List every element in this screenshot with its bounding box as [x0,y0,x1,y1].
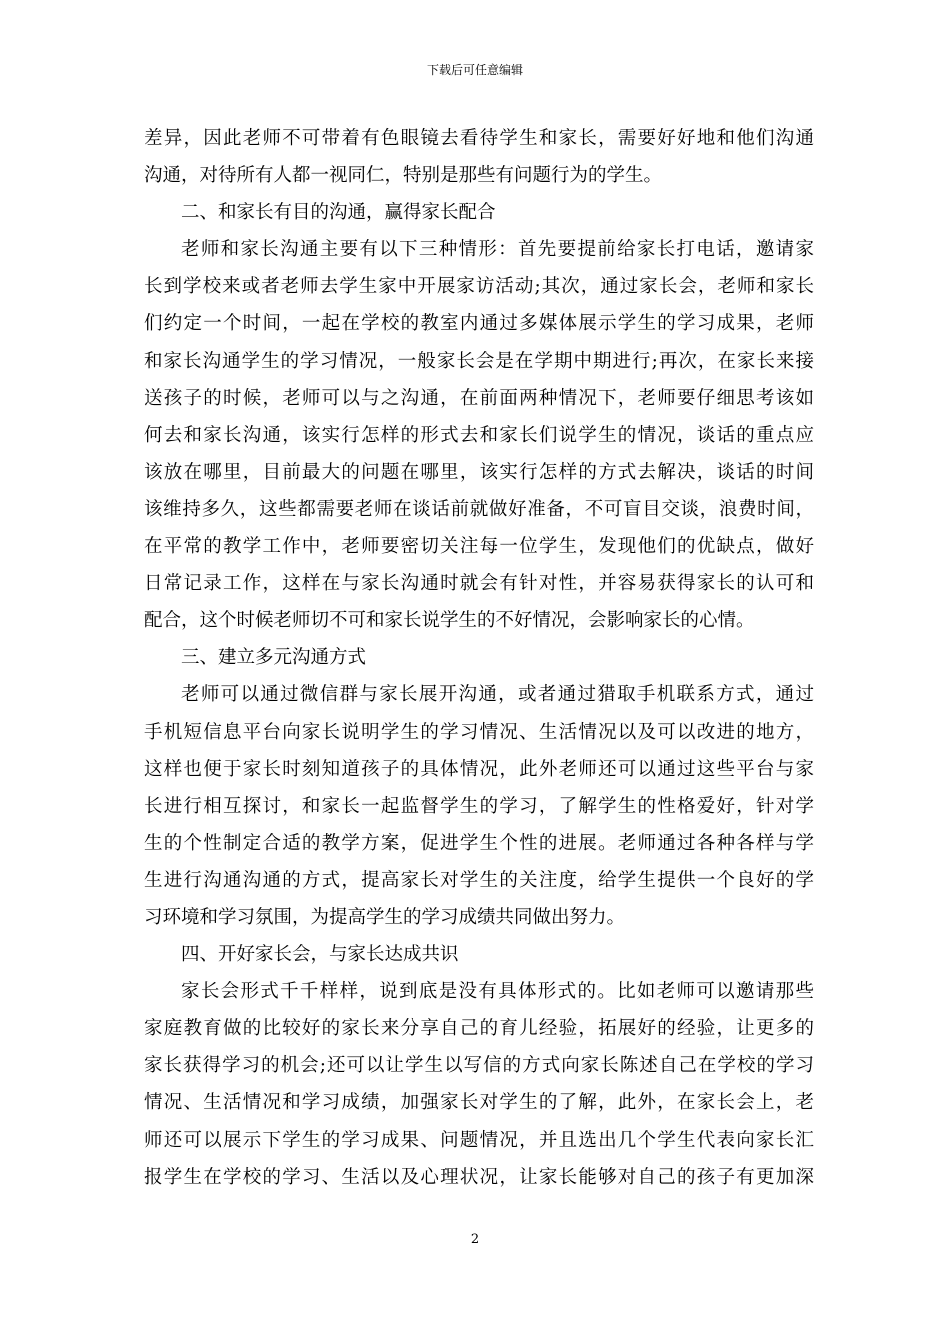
text-line: 在平常的教学工作中，老师要密切关注每一位学生，发现他们的优缺点，做好 [144,536,814,558]
section-heading: 四、开好家长会，与家长达成共识 [181,944,459,966]
section-heading: 二、和家长有目的沟通，赢得家长配合 [181,202,496,224]
text-line: 家长会形式千千样样，说到底是没有具体形式的。比如老师可以邀请那些 [181,981,814,1003]
text-line: 情况、生活情况和学习成绩，加强家长对学生的了解，此外，在家长会上，老 [144,1092,814,1114]
text-line: 日常记录工作，这样在与家长沟通时就会有针对性，并容易获得家长的认可和 [144,573,814,595]
text-line: 该放在哪里，目前最大的问题在哪里，该实行怎样的方式去解决，谈话的时间 [144,461,814,483]
text-line: 何去和家长沟通，该实行怎样的形式去和家长们说学生的情况，谈话的重点应 [144,424,814,446]
text-line: 差异，因此老师不可带着有色眼镜去看待学生和家长，需要好好地和他们沟通 [144,128,814,149]
text-line: 报学生在学校的学习、生活以及心理状况，让家长能够对自己的孩子有更加深 [144,1166,814,1188]
text-line: 配合，这个时候老师切不可和家长说学生的不好情况，会影响家长的心情。 [144,610,755,632]
text-line: 老师和家长沟通主要有以下三种情形：首先要提前给家长打电话，邀请家 [181,239,814,261]
text-line: 家庭教育做的比较好的家长来分享自己的育儿经验，拓展好的经验，让更多的 [144,1018,814,1040]
text-line: 习环境和学习氛围，为提高学生的学习成绩共同做出努力。 [144,906,626,928]
text-line: 师还可以展示下学生的学习成果、问题情况，并且选出几个学生代表向家长汇 [144,1129,814,1151]
document-body [144,120,814,1196]
text-line: 手机短信息平台向家长说明学生的学习情况、生活情况以及可以改进的地方， [144,721,814,743]
page-number: 2 [470,1232,480,1247]
text-line: 长进行相互探讨，和家长一起监督学生的学习，了解学生的性格爱好，针对学 [144,795,814,817]
text-line: 生的个性制定合适的教学方案，促进学生个性的进展。老师通过各种各样与学 [144,832,814,854]
text-line: 这样也便于家长时刻知道孩子的具体情况，此外老师还可以通过这些平台与家 [144,758,814,780]
text-line: 老师可以通过微信群与家长展开沟通，或者通过猎取手机联系方式，通过 [181,684,814,706]
text-line: 送孩子的时候，老师可以与之沟通，在前面两种情况下，老师要仔细思考该如 [144,387,814,409]
text-line: 长到学校来或者老师去学生家中开展家访活动;其次，通过家长会，老师和家长 [144,276,814,298]
text-line: 家长获得学习的机会;还可以让学生以写信的方式向家长陈述自己在学校的学习 [144,1055,814,1077]
text-line: 们约定一个时间，一起在学校的教室内通过多媒体展示学生的学习成果，老师 [144,313,814,335]
text-line: 沟通，对待所有人都一视同仁，特别是那些有问题行为的学生。 [144,165,663,187]
text-line: 该维持多久，这些都需要老师在谈话前就做好准备，不可盲目交谈，浪费时间， [144,498,814,520]
section-heading: 三、建立多元沟通方式 [181,647,367,669]
text-line: 和家长沟通学生的学习情况，一般家长会是在学期中期进行;再次，在家长来接 [144,350,814,372]
text-line: 生进行沟通沟通的方式，提高家长对学生的关注度，给学生提供一个良好的学 [144,869,814,891]
page-header: 下载后可任意编辑 [426,63,523,77]
